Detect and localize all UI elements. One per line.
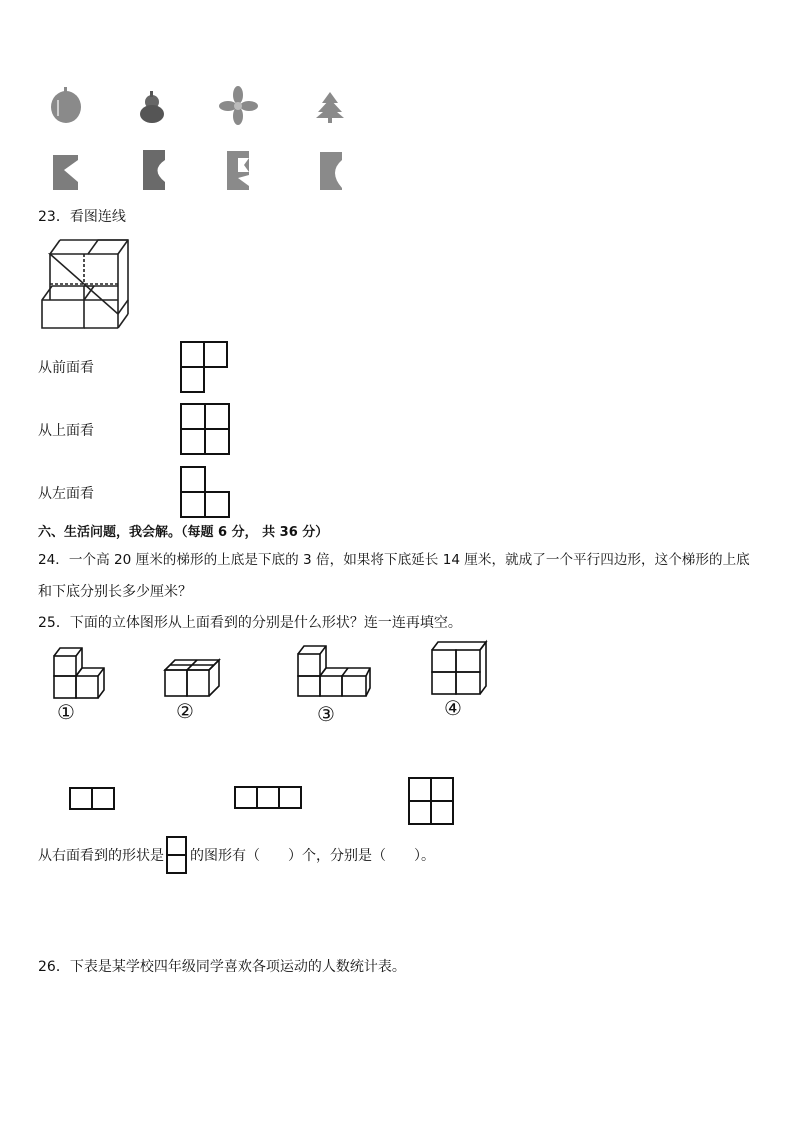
question-25-title: 25．下面的立体图形从上面看到的分别是什么形状？连一连再填空。 bbox=[38, 615, 462, 631]
top-view-shape[interactable] bbox=[180, 403, 232, 457]
question-24-line-1: 24．一个高 20 厘米的梯形的上底是下底的 3 倍，如果将下底延长 14 厘米，就成了一个平行四边形，这个梯形的上底 bbox=[38, 552, 750, 568]
solid-figure-4 bbox=[432, 642, 486, 694]
solid-figures-row bbox=[40, 640, 500, 730]
inline-vertical-two-squares-icon bbox=[166, 836, 188, 876]
figure-label-4: ④ bbox=[444, 696, 462, 720]
cube-stack-3d-figure bbox=[38, 236, 130, 332]
question-25-fill-part-2: 的图形有（ ）个，分别是（ ）。 bbox=[190, 848, 435, 864]
answer-shape-two-by-two[interactable] bbox=[408, 777, 454, 825]
flower-icon bbox=[219, 86, 258, 125]
folded-shape-2-icon bbox=[143, 150, 165, 190]
solid-figure-1 bbox=[54, 648, 104, 698]
answer-shape-three-squares[interactable] bbox=[234, 786, 302, 810]
question-23-title: 23．看图连线 bbox=[38, 209, 126, 225]
front-view-shape[interactable] bbox=[180, 341, 230, 393]
solid-figure-3 bbox=[298, 646, 370, 696]
solid-figure-2 bbox=[165, 660, 219, 696]
tree-icon bbox=[316, 92, 344, 123]
answer-shape-two-squares[interactable] bbox=[69, 787, 115, 811]
view-label-left: 从左面看 bbox=[38, 486, 94, 502]
view-label-front: 从前面看 bbox=[38, 360, 94, 376]
apple-icon bbox=[51, 87, 81, 123]
folded-shape-4-icon bbox=[320, 152, 342, 190]
section-6-heading: 六、生活问题，我会解。（每题 6 分， 共 36 分） bbox=[38, 525, 329, 540]
figure-label-3: ③ bbox=[317, 702, 335, 726]
figure-label-2: ② bbox=[176, 699, 194, 723]
question-24-line-2: 和下底分别长多少厘米？ bbox=[38, 584, 192, 600]
gourd-icon bbox=[140, 91, 164, 123]
question-25-fill-part-1: 从右面看到的形状是 bbox=[38, 848, 164, 864]
folded-shape-1-icon bbox=[53, 150, 78, 190]
cutout-pictures-top-row bbox=[0, 0, 794, 200]
folded-shape-3-icon bbox=[227, 151, 249, 190]
view-label-top: 从上面看 bbox=[38, 423, 94, 439]
figure-label-1: ① bbox=[57, 700, 75, 724]
left-view-shape[interactable] bbox=[180, 466, 232, 520]
question-26-title: 26．下表是某学校四年级同学喜欢各项运动的人数统计表。 bbox=[38, 959, 406, 975]
